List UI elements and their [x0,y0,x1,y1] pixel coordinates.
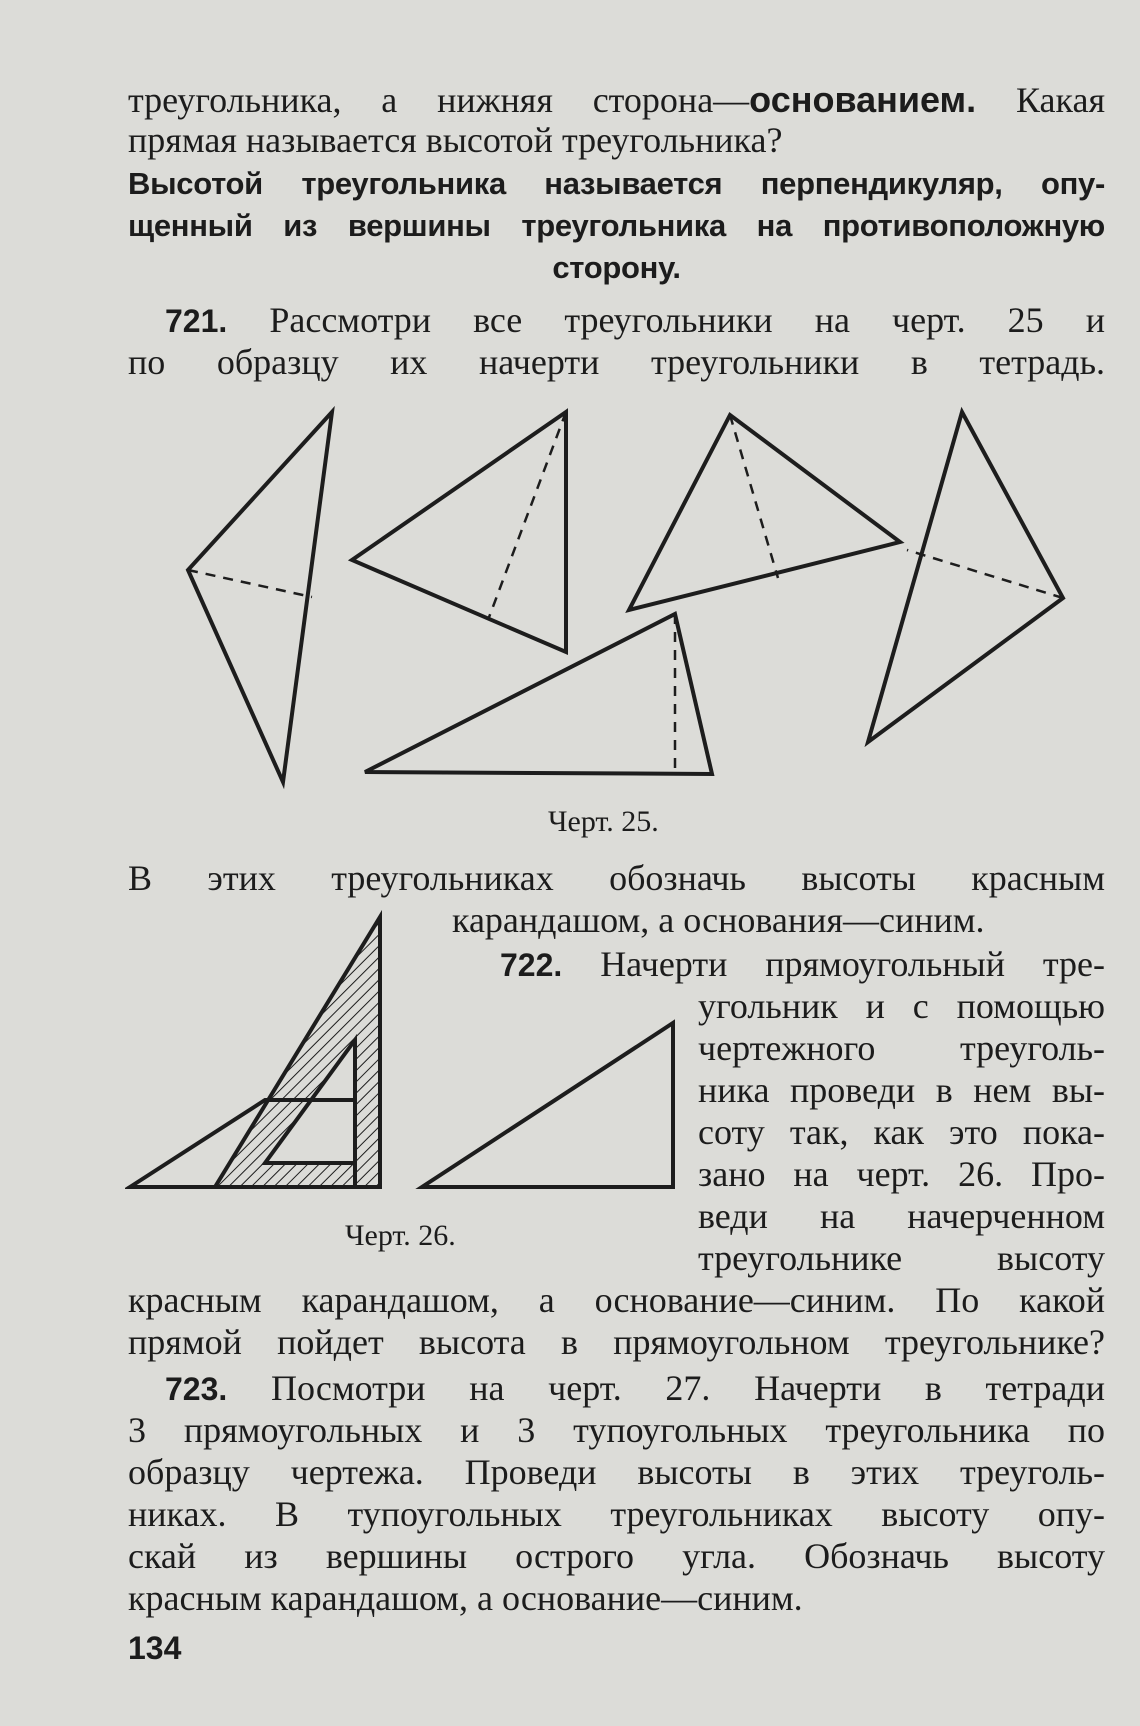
altitude-2 [488,412,566,620]
text-line: В этих треугольниках обозначь высоты красным [128,858,1105,898]
triangle-5 [365,614,712,774]
exercise-721-line: по образцу их начерти треугольники в тетрадь. [128,342,1105,382]
definition-line: щенный из вершины треугольника на противоположную [128,208,1105,243]
triangle-3 [629,415,900,610]
term-base: основанием. [749,79,977,120]
figure-25-caption: Черт. 25. [548,805,659,838]
set-square [215,917,380,1187]
exercise-723-line: 3 прямоугольных и 3 тупоугольных треугольника по [128,1410,1105,1450]
exercise-722-line: красным карандашом, а основание—синим. По какой [128,1280,1105,1320]
exercise-723-line: никах. В тупоугольных треугольниках высоту опу- [128,1494,1105,1534]
right-triangle [422,1023,673,1187]
exercise-722-line: прямой пойдет высота в прямоугольном треугольнике? [128,1322,1105,1362]
page-number: 134 [128,1630,182,1666]
figure-26-caption: Черт. 26. [345,1219,456,1252]
triangle-4 [868,412,1063,742]
text-line: карандашом, а основания—синим. [452,900,985,940]
exercise-722-line: 722. Начерти прямоугольный тре- [500,944,1106,984]
triangle-1 [188,412,332,782]
exercise-722-line: соту так, как это пока- [698,1112,1105,1152]
exercise-722-line: ника проведи в нем вы- [698,1070,1105,1110]
exercise-721-line: 721. Рассмотри все треугольники на черт. 25 и [165,300,1105,340]
figure-25-triangles [170,400,1080,800]
exercise-722-line: зано на черт. 26. Про- [698,1154,1105,1194]
definition-line: сторону. [552,250,681,285]
text-line: прямая называется высотой треугольника? [128,120,783,160]
text-line: треугольника, а нижняя сторона—основанием. Какая [128,79,1105,120]
altitude-1 [188,570,312,597]
exercise-723-line: красным карандашом, а основание—синим. [128,1578,803,1618]
altitude-3 [730,415,778,578]
exercise-723-line: 723. Посмотри на черт. 27. Начерти в тетради [165,1368,1105,1408]
exercise-722-line: веди на начерченном [698,1196,1105,1236]
exercise-722-line: чертежного треуголь- [698,1028,1105,1068]
exercise-722-line: угольник и с помощью [698,986,1105,1026]
exercise-723-line: скай из вершины острого угла. Обозначь высоту [128,1536,1105,1576]
triangle-2 [352,412,566,652]
exercise-722-line: треугольнике высоту [698,1238,1105,1278]
exercise-723-line: образцу чертежа. Проведи высоты в этих треуголь- [128,1452,1105,1492]
definition-line: Высотой треугольника называется перпендикуляр, опу- [128,166,1105,201]
